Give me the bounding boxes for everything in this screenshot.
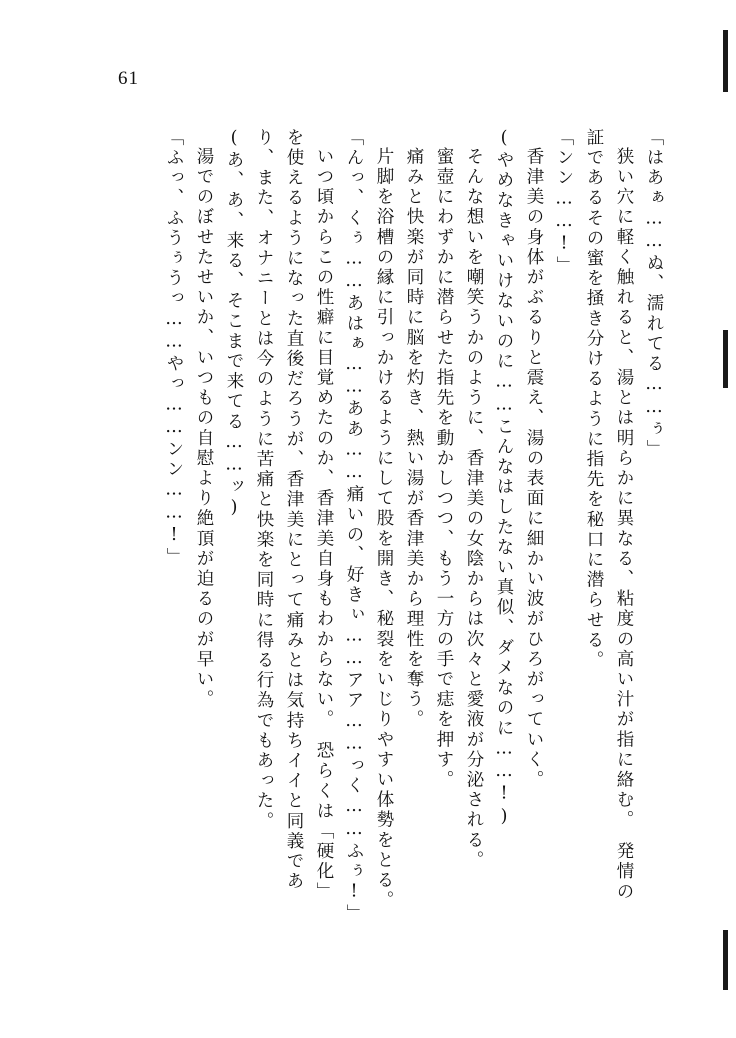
text-column: 片脚を浴槽の縁に引っかけるようにして股を開き、秘裂をいじりやすい体勢をとる。	[374, 147, 394, 911]
text-column: り、また、オナニーとは今のように苦痛と快楽を同時に得る行為でもあった。	[254, 128, 274, 832]
text-column: 「んっ、くぅ……あはぁ……ああ……痛いの、好きぃ……アア……っく……ふぅ!」	[344, 128, 364, 925]
text-column: 証であるその蜜を掻き分けるように指先を秘口に潜らせる。	[584, 128, 604, 671]
binding-mark-bottom-icon	[723, 930, 728, 990]
binding-mark-middle-icon	[723, 330, 728, 388]
text-column: 「ンン……!」	[554, 128, 574, 277]
text-column: 蜜壺にわずかに潜らせた指先を動かしつつ、もう一方の手で痣を押す。	[434, 147, 454, 791]
text-column: 痛みと快楽が同時に脳を灼き、熱い湯が香津美から理性を奪う。	[404, 147, 424, 730]
text-column: そんな想いを嘲笑うかのように、香津美の女陰からは次々と愛液が分泌される。	[464, 147, 484, 871]
text-column: 湯でのぼせたせいか、いつもの自慰より絶頂が迫るのが早い。	[194, 147, 214, 710]
text-column: 狭い穴に軽く触れると、湯とは明らかに異なる、粘度の高い汁が指に絡む。 発情の	[614, 147, 634, 903]
text-column: 「ふっ、ふうぅうっ……やっ……ンン……!」	[164, 128, 184, 568]
binding-mark-top-icon	[723, 30, 728, 92]
text-column: (あ、あ、来る、そこまで来てる……ッ)	[224, 128, 244, 520]
text-column: を使えるようになった直後だろうが、香津美にとって痛みとは気持ちイイと同義であ	[284, 128, 304, 892]
page-number: 61	[118, 68, 139, 89]
text-column: (やめなきゃいけないのに……こんなはしたない真似、ダメなのに……!)	[494, 128, 514, 829]
text-column: 「はあぁ……ぬ、濡れてる……ぅ」	[644, 128, 664, 460]
text-column: いつ頃からこの性癖に目覚めたのか、香津美自身もわからない。 恐らくは「硬化」	[314, 147, 334, 903]
text-column: 香津美の身体がぶるりと震え、湯の表面に細かい波がひろがっていく。	[524, 147, 544, 791]
page-text-body	[86, 128, 664, 925]
